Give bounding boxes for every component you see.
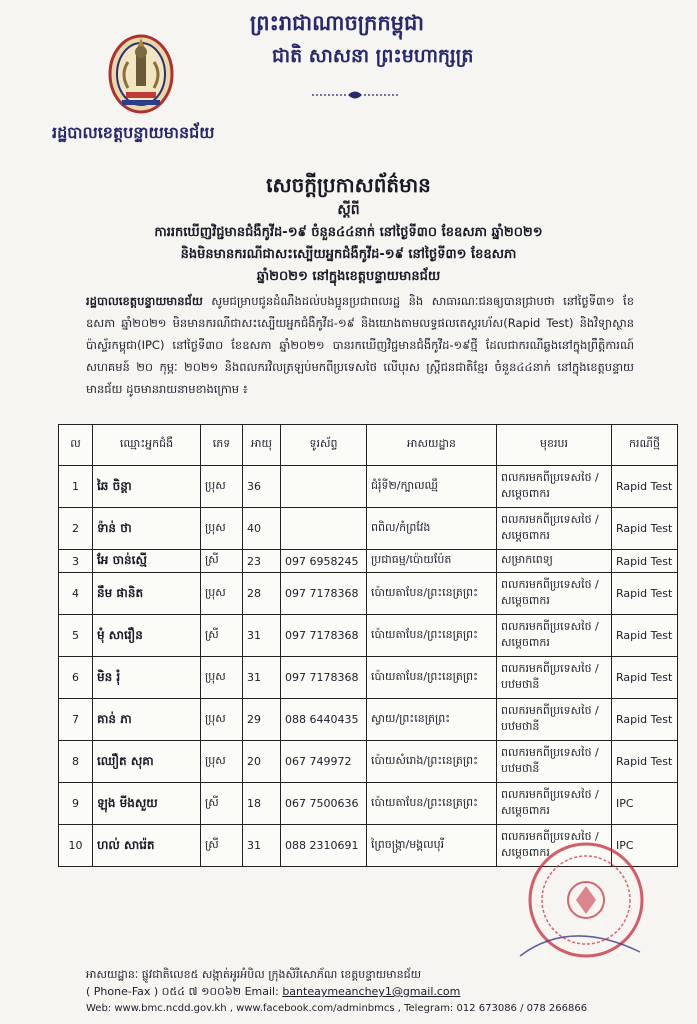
announcement-subject-line-2: និងមិនមានករណីជាសះស្បើយអ្នកជំងឺកូវីដ-១៩ នៅថ្ងៃទី៣១ ខែឧសភា — [180, 247, 517, 262]
cell-sex: ប្រុស — [201, 508, 243, 550]
cell-name: មុំ សារឿន — [93, 615, 201, 657]
col-header-address: អាសយដ្ឋាន — [367, 425, 497, 466]
cell-phone: 097 7178368 — [281, 615, 367, 657]
cell-no: 6 — [59, 657, 93, 699]
kingdom-title: ព្រះរាជាណាចក្រកម្ពុជា — [250, 10, 425, 35]
cell-name: ឡុង មីងសួយ — [93, 783, 201, 825]
table-row — [59, 615, 678, 657]
intro-body: សូមជម្រាបជូនដំណឹងដល់បងប្អូនប្រជាពលរដ្ឋ និង សាធារណៈជនឲ្យបានជ្រាបថា នៅថ្ងៃទី៣១ ខែឧសភា ឆ្នាំ២០២១ មិនមានករណីជាសះស្បើយអ្នកជំងឺកូវីដ-១៩ និងយោងតាមលទ្ធផលតេស្តរហ័ស(Rapid Test) និងវិទ្យាស្ថានប៉ាស្ទ័រកម្ពុជា(IPC) នៅថ្ងៃទី៣០ ខែឧសភា ឆ្នាំ២០២១ បានរកឃើញវិជ្ជមានជំងឺកូវីដ-១៩ថ្មី ដែលជាករណីឆ្លងនៅក្នុងព្រឹត្តិការណ៍សហគមន៍ ២០ កុម្ភៈ ២០២១ និងពលករវិលត្រឡប់មកពីប្រទេសថៃ លើបុរស ស្ត្រីជនជាតិខ្មែរ ចំនួន៤៤នាក់ នៅក្នុងខេត្តបន្ទាយមានជ័យ ដូចមានរាយនាមខាងក្រោម ៖ — [86, 294, 634, 396]
footer-contact — [86, 985, 460, 1001]
cell-no: 1 — [59, 466, 93, 508]
cell-age: 18 — [243, 783, 281, 825]
cell-new-case: Rapid Test — [612, 657, 678, 699]
announcement-subject-line-1: ការរកឃើញវិជ្ជមានជំងឺកូវីដ-១៩ ចំនួន៤៤នាក់ នៅថ្ងៃទី៣០ ខែឧសភា ឆ្នាំ២០២១ — [154, 225, 543, 240]
provincial-admin-label: រដ្ឋបាលខេត្តបន្ទាយមានជ័យ — [52, 123, 215, 142]
cell-sex: ស្រី — [201, 825, 243, 867]
cell-phone: 097 7178368 — [281, 657, 367, 699]
cell-occupation: ពលករមកពីប្រទេសថៃ / សម្ដេចពាករ — [497, 783, 612, 825]
cell-sex: ស្រី — [201, 615, 243, 657]
cell-no: 9 — [59, 783, 93, 825]
cell-new-case: Rapid Test — [612, 699, 678, 741]
cell-new-case: Rapid Test — [612, 741, 678, 783]
cell-age: 28 — [243, 573, 281, 615]
royal-emblem-icon — [108, 30, 174, 114]
cell-age: 40 — [243, 508, 281, 550]
cell-age: 29 — [243, 699, 281, 741]
cell-no: 7 — [59, 699, 93, 741]
cell-sex: ប្រុស — [201, 741, 243, 783]
cell-occupation: ពលករមកពីប្រទេសថៃ / សម្ដេចពាករ — [497, 825, 612, 867]
cell-new-case: Rapid Test — [612, 508, 678, 550]
intro-bold-lead: រដ្ឋបាលខេត្តបន្ទាយមានជ័យ — [86, 294, 203, 308]
table-row — [59, 550, 678, 573]
cell-no: 3 — [59, 550, 93, 573]
cell-age: 31 — [243, 615, 281, 657]
cell-phone: 088 2310691 — [281, 825, 367, 867]
table-row — [59, 466, 678, 508]
cell-age: 31 — [243, 825, 281, 867]
cell-occupation: ពលករមកពីប្រទេសថៃ / បឋមថានី — [497, 699, 612, 741]
cell-no: 4 — [59, 573, 93, 615]
cell-occupation: ពលករមកពីប្រទេសថៃ / សម្ដេចពាករ — [497, 573, 612, 615]
table-row — [59, 657, 678, 699]
ornament-divider-icon — [312, 88, 398, 102]
table-row — [59, 699, 678, 741]
table-row — [59, 741, 678, 783]
cell-name: អែ ចាន់ស្មើ — [93, 550, 201, 573]
cell-new-case: Rapid Test — [612, 466, 678, 508]
cell-sex: ប្រុស — [201, 657, 243, 699]
cell-address: ព្រៃចង្ក្រា/មង្គលបុរី — [367, 825, 497, 867]
col-header-no: ល — [59, 425, 93, 466]
cell-name: នឹម ផានិត — [93, 573, 201, 615]
cell-age: 23 — [243, 550, 281, 573]
cell-address: ប៉ោយតាបែន/ព្រះនេត្រព្រះ — [367, 615, 497, 657]
cell-new-case: Rapid Test — [612, 573, 678, 615]
announcement-subject-line-3: ឆ្នាំ២០២១ នៅក្នុងខេត្តបន្ទាយមានជ័យ — [256, 269, 441, 284]
cell-address: ប៉ោយតាបែន/ព្រះនេត្រព្រះ — [367, 783, 497, 825]
cell-no: 8 — [59, 741, 93, 783]
intro-paragraph — [86, 290, 634, 400]
announcement-title: សេចក្ដីប្រកាសព័ត៌មាន — [266, 173, 431, 197]
cell-address: ប៉ោយសំរោង/ព្រះនេត្រព្រះ — [367, 741, 497, 783]
cell-name: ឆៃ ចិន្ដា — [93, 466, 201, 508]
cell-no: 10 — [59, 825, 93, 867]
national-motto: ជាតិ សាសនា ព្រះមហាក្សត្រ — [272, 45, 474, 67]
cell-phone: 097 7178368 — [281, 573, 367, 615]
cell-address: ជំរុំទី២/ក្បាលឈ្មឹ — [367, 466, 497, 508]
col-header-sex: ភេទ — [201, 425, 243, 466]
cases-table — [58, 424, 678, 867]
table-row — [59, 783, 678, 825]
cell-phone: 097 6958245 — [281, 550, 367, 573]
footer-phone-fax: ( Phone-Fax ) ០៥៤ ៧ ១០០៦២ Email: — [86, 985, 279, 998]
cell-phone: 067 749972 — [281, 741, 367, 783]
cell-new-case: IPC — [612, 783, 678, 825]
col-header-name: ឈ្មោះអ្នកជំងឺ — [93, 425, 201, 466]
footer-web-links: Web: www.bmc.ncdd.gov.kh , www.facebook.com/adminbmcs , Telegram: 012 673086 / 078 266866 — [86, 1003, 588, 1014]
cell-name: គាន់ ភា — [93, 699, 201, 741]
cell-phone — [281, 508, 367, 550]
cell-address: ប៉ោយតាបែន/ព្រះនេត្រព្រះ — [367, 657, 497, 699]
cell-new-case: IPC — [612, 825, 678, 867]
cell-occupation: ពលករមកពីប្រទេសថៃ / បឋមថានី — [497, 657, 612, 699]
cell-no: 5 — [59, 615, 93, 657]
table-header-row — [59, 425, 678, 466]
cell-occupation: សម្រាកពេទ្យ — [497, 550, 612, 573]
cell-address: ប្រជាធម្ម/ប៉ោយប៉ែត — [367, 550, 497, 573]
footer-email-link[interactable]: banteaymeanchey1@gmail.com — [282, 985, 461, 998]
cell-age: 20 — [243, 741, 281, 783]
cell-no: 2 — [59, 508, 93, 550]
cell-occupation: ពលករមកពីប្រទេសថៃ / សម្ដេចពាករ — [497, 508, 612, 550]
col-header-occupation: មុខរបរ — [497, 425, 612, 466]
cell-address: ប៉ោយតាបែន/ព្រះនេត្រព្រះ — [367, 573, 497, 615]
announcement-subject-label: ស្ដីពី — [337, 202, 360, 218]
cell-phone: 067 7500636 — [281, 783, 367, 825]
col-header-new-case: ករណីថ្មី — [612, 425, 678, 466]
cell-sex: ស្រី — [201, 550, 243, 573]
official-seal-stamp — [510, 838, 650, 966]
cell-sex: ប្រុស — [201, 466, 243, 508]
cell-occupation: ពលករមកពីប្រទេសថៃ / សម្ដេចពាករ — [497, 466, 612, 508]
cell-name: ឈឿត សុគា — [93, 741, 201, 783]
cell-sex: ស្រី — [201, 783, 243, 825]
cell-phone — [281, 466, 367, 508]
cell-sex: ប្រុស — [201, 573, 243, 615]
cell-name: មិន រុំ — [93, 657, 201, 699]
cell-occupation: ពលករមកពីប្រទេសថៃ / បឋមថានី — [497, 741, 612, 783]
cell-new-case: Rapid Test — [612, 615, 678, 657]
cell-sex: ប្រុស — [201, 699, 243, 741]
cell-age: 36 — [243, 466, 281, 508]
cell-address: ពពិល/កំព្រវែង — [367, 508, 497, 550]
cell-phone: 088 6440435 — [281, 699, 367, 741]
col-header-age: អាយុ — [243, 425, 281, 466]
table-row — [59, 573, 678, 615]
footer-address: អាសយដ្ឋានៈ ផ្លូវជាតិលេខ៥ សង្កាត់អូរអំបិល ក្រុងសិរីសោភ័ណ ខេត្តបន្ទាយមានជ័យ — [86, 968, 422, 981]
col-header-phone: ទូរស័ព្ទ — [281, 425, 367, 466]
cell-age: 31 — [243, 657, 281, 699]
cell-new-case: Rapid Test — [612, 550, 678, 573]
cell-address: ស្វាយ/ព្រះនេត្រព្រះ — [367, 699, 497, 741]
cell-name: ទ៉ាន់ ថា — [93, 508, 201, 550]
cell-name: ហល់ សារ៉េត — [93, 825, 201, 867]
cell-occupation: ពលករមកពីប្រទេសថៃ / សម្ដេចពាករ — [497, 615, 612, 657]
table-row — [59, 508, 678, 550]
